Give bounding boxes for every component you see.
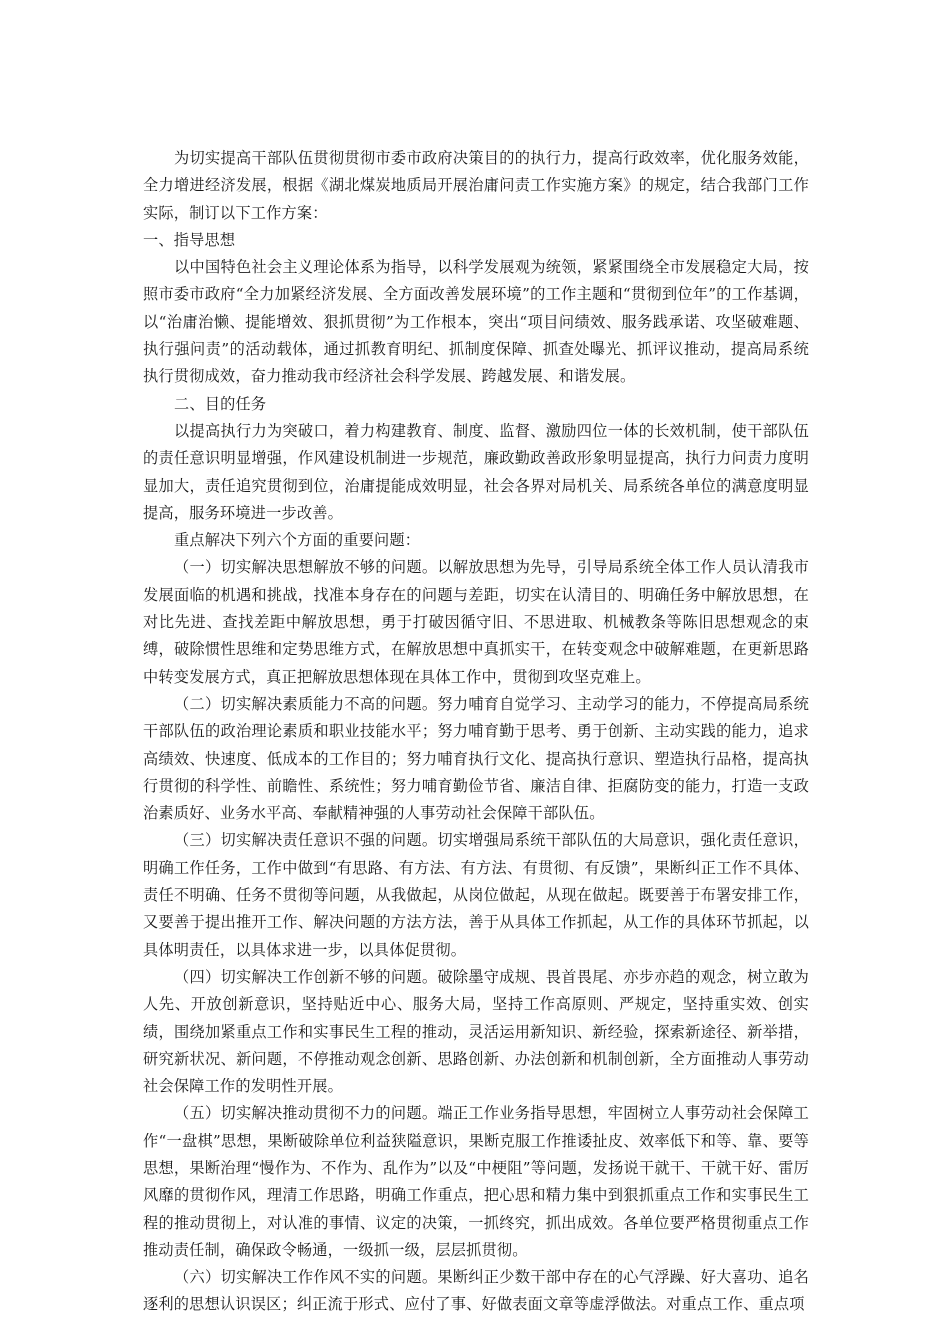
issue-paragraph-1: （一）切实解决思想解放不够的问题。以解放思想为先导，引导局系统全体工作人员认清我市发展面临的机遇和挑战，找准本身存在的问题与差距，切实在认清目的、明确任务中解放思想，在对比先进、查找差距中解放思想，勇于打破因循守旧、不思进取、机械教条等陈旧思想观念的束缚，破除惯性思维和定势思维方式，在解放思想中真抓实干，在转变观念中破解难题，在更新思路中转变发展方式，真正把解放思想体现在具体工作中，贯彻到攻坚克难上。 bbox=[143, 558, 809, 686]
issue-paragraph-5: （五）切实解决推动贯彻不力的问题。端正工作业务指导思想，牢固树立人事劳动社会保障工作“一盘棋”思想，果断破除单位利益狭隘意识，果断克服工作推诿扯皮、效率低下和等、靠、要等思想，果断治理“慢作为、不作为、乱作为”以及“中梗阻”等问题，发扬说干就干、干就干好、雷厉风靡的贯彻作风，理清工作思路，明确工作重点，把心思和精力集中到狠抓重点工作和实事民生工程的推动贯彻上，对认准的事情、议定的决策，一抓终究，抓出成效。各单位要严格贯彻重点工作推动责任制，确保政令畅通，一级抓一级，层层抓贯彻。 bbox=[143, 1104, 809, 1259]
issue-paragraph-6: （六）切实解决工作作风不实的问题。果断纠正少数干部中存在的心气浮躁、好大喜功、追名逐利的思想认识误区；纠正流于形式、应付了事、好做表面文章等虚浮做法。对重点工作、重点项 bbox=[143, 1268, 809, 1314]
objectives-paragraph: 以提高执行力为突破口，着力构建教育、制度、监督、激励四位一体的长效机制，使干部队伍的责任意识明显增强，作风建设机制进一步规范，廉政勤政善政形象明显提高，执行力问责力度明显加大，责任追究贯彻到位，治庸提能成效明显，社会各界对局机关、局系统各单位的满意度明显提高，服务环境进一步改善。 bbox=[143, 421, 809, 522]
key-issues-intro: 重点解决下列六个方面的重要问题： bbox=[174, 531, 421, 550]
intro-paragraph: 为切实提高干部队伍贯彻贯彻市委市政府决策目的的执行力，提高行政效率，优化服务效能，全力增进经济发展，根据《湖北煤炭地质局开展治庸问责工作实施方案》的规定，结合我部门工作实际，制订以下工作方案： bbox=[143, 149, 809, 222]
section-heading-objectives: 二、目的任务 bbox=[174, 394, 267, 413]
document-body bbox=[143, 145, 809, 1319]
section-heading-guiding-ideology: 一、指导思想 bbox=[143, 230, 236, 249]
guiding-ideology-paragraph: 以中国特色社会主义理论体系为指导，以科学发展观为统领，紧紧围绕全市发展稳定大局，按照市委市政府“全力加紧经济发展、全方面改善发展环境”的工作主题和“贯彻到位年”的工作基调，以“治庸治懒、提能增效、狠抓贯彻”为工作根本，突出“项目问绩效、服务践承诺、攻坚破难题、执行强问责”的活动载体，通过抓教育明纪、抓制度保障、抓查处曝光、抓评议推动，提高局系统执行贯彻成效，奋力推动我市经济社会科学发展、跨越发展、和谐发展。 bbox=[143, 258, 809, 386]
issue-paragraph-4: （四）切实解决工作创新不够的问题。破除墨守成规、畏首畏尾、亦步亦趋的观念，树立敢为人先、开放创新意识，坚持贴近中心、服务大局，坚持工作高原则、严规定，坚持重实效、创实绩，围绕加紧重点工作和实事民生工程的推动，灵活运用新知识、新经验，探索新途径、新举措，研究新状况、新问题，不停推动观念创新、思路创新、办法创新和机制创新，全方面推动人事劳动社会保障工作的发明性开展。 bbox=[143, 967, 809, 1096]
issue-paragraph-3: （三）切实解决责任意识不强的问题。切实增强局系统干部队伍的大局意识，强化责任意识，明确工作任务，工作中做到“有思路、有方法、有方法、有贯彻、有反馈”，果断纠正工作不具体、责任不明确、任务不贯彻等问题，从我做起，从岗位做起，从现在做起。既要善于布署安排工作，又要善于提出推开工作、解决问题的方法方法，善于从具体工作抓起，从工作的具体环节抓起，以具体明责任，以具体求进一步，以具体促贯彻。 bbox=[143, 831, 809, 959]
issue-paragraph-2: （二）切实解决素质能力不高的问题。努力哺育自觉学习、主动学习的能力，不停提高局系统干部队伍的政治理论素质和职业技能水平；努力哺育勤于思考、勇于创新、主动实践的能力，追求高绩效、快速度、低成本的工作目的；努力哺育执行文化、提高执行意识、塑造执行品格，提高执行贯彻的科学性、前瞻性、系统性；努力哺育勤俭节省、廉洁自律、拒腐防变的能力，打造一支政治素质好、业务水平高、奉献精神强的人事劳动社会保障干部队伍。 bbox=[143, 694, 809, 823]
